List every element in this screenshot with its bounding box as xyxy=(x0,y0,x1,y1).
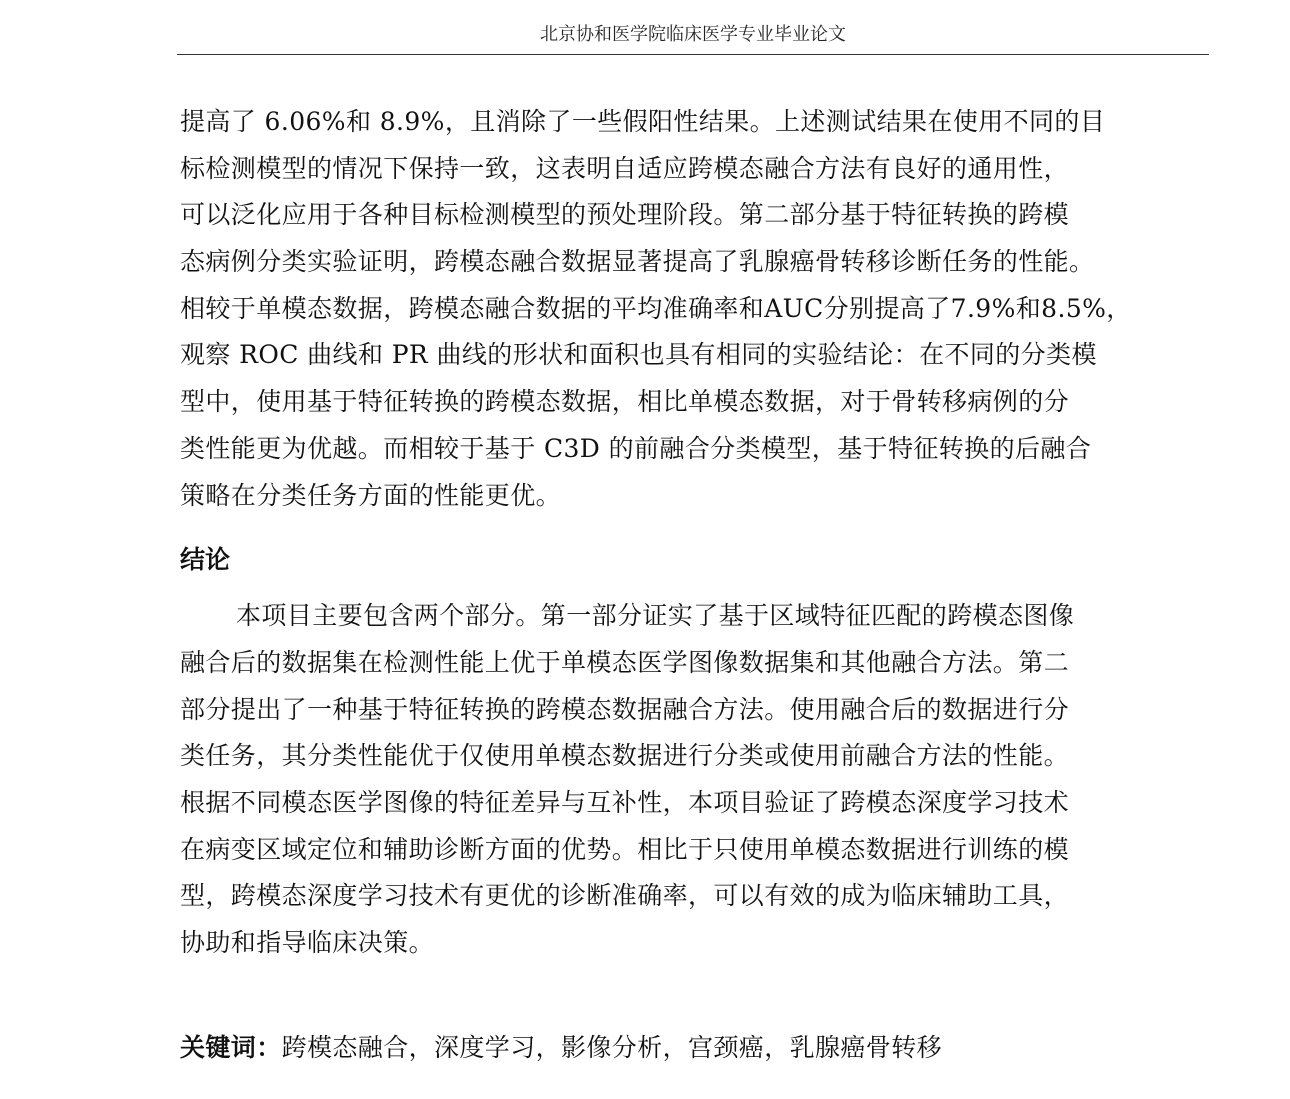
running-header: 北京协和医学院临床医学专业毕业论文 xyxy=(540,24,846,45)
paragraph-line: 协助和指导临床决策。 xyxy=(180,928,435,957)
paragraph-line: 策略在分类任务方面的性能更优。 xyxy=(180,480,562,510)
keywords-label: 关键词： xyxy=(180,1032,282,1062)
paragraph-line: 在病变区域定位和辅助诊断方面的优势。相比于只使用单模态数据进行训练的模 xyxy=(180,834,1070,864)
paragraph-line: 部分提出了一种基于特征转换的跨模态数据融合方法。使用融合后的数据进行分 xyxy=(180,694,1070,724)
results-paragraph xyxy=(180,99,1220,519)
keywords-line xyxy=(180,1025,1220,1071)
paragraph-line: 融合后的数据集在检测性能上优于单模态医学图像数据集和其他融合方法。第二 xyxy=(180,647,1070,677)
paragraph-line: 型中，使用基于特征转换的跨模态数据，相比单模态数据，对于骨转移病例的分 xyxy=(180,387,1070,417)
paragraph-line: 根据不同模态医学图像的特征差异与互补性，本项目验证了跨模态深度学习技术 xyxy=(180,787,1070,817)
paragraph-line: 提高了 6.06%和 8.9%，且消除了一些假阳性结果。上述测试结果在使用不同的目 xyxy=(180,107,1106,136)
header-divider xyxy=(177,54,1209,55)
page-body xyxy=(180,99,1220,1071)
paragraph-line: 本项目主要包含两个部分。第一部分证实了基于区域特征匹配的跨模态图像 xyxy=(236,601,1075,631)
paragraph-line: 可以泛化应用于各种目标检测模型的预处理阶段。第二部分基于特征转换的跨模 xyxy=(180,200,1070,230)
conclusion-paragraph xyxy=(180,593,1220,967)
paragraph-line: 类任务，其分类性能优于仅使用单模态数据进行分类或使用前融合方法的性能。 xyxy=(180,741,1070,771)
paragraph-line: 类性能更为优越。而相较于基于 C3D 的前融合分类模型，基于特征转换的后融合 xyxy=(180,433,1092,463)
paragraph-line: 型，跨模态深度学习技术有更优的诊断准确率，可以有效的成为临床辅助工具， xyxy=(180,881,1070,911)
conclusion-heading: 结论 xyxy=(180,545,231,575)
paragraph-line: 态病例分类实验证明，跨模态融合数据显著提高了乳腺癌骨转移诊断任务的性能。 xyxy=(180,247,1095,277)
keywords-text: 跨模态融合，深度学习，影像分析，宫颈癌，乳腺癌骨转移 xyxy=(281,1032,943,1062)
paragraph-line: 观察 ROC 曲线和 PR 曲线的形状和面积也具有相同的实验结论：在不同的分类模 xyxy=(180,340,1097,370)
paragraph-line: 相较于单模态数据，跨模态融合数据的平均准确率和AUC分别提高了7.9%和8.5%， xyxy=(180,293,1132,323)
paragraph-line: 标检测模型的情况下保持一致，这表明自适应跨模态融合方法有良好的通用性， xyxy=(180,153,1070,183)
